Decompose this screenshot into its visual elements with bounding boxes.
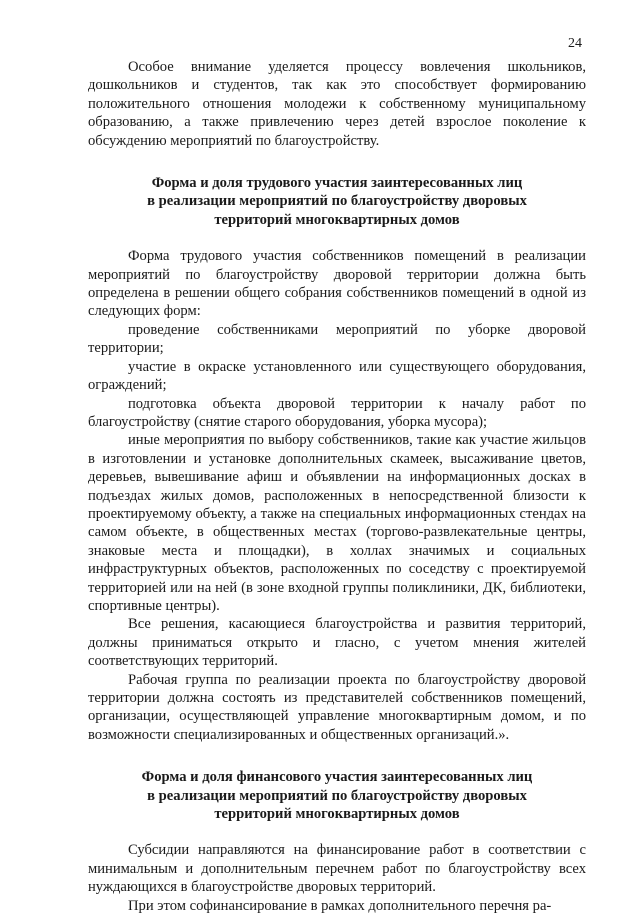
paragraph: Рабочая группа по реализации проекта по благоустройству дворовой территории должна состоять из представителей собственников помещений, организации, осуществляющей управление многоквартирным домом, и по возможности специализированных и общественных организаций.».	[88, 671, 586, 743]
heading-line: Форма и доля трудового участия заинтересованных лиц	[151, 175, 523, 192]
heading-line: территорий многоквартирных домов	[214, 806, 460, 823]
page-number: 24	[568, 36, 582, 51]
heading-line: территорий многоквартирных домов	[214, 211, 460, 228]
section-heading-labor-participation	[88, 174, 586, 229]
intro-paragraph: Особое внимание уделяется процессу вовлечения школьников, дошкольников и студентов, так как это способствует формированию положительного отношения молодежи к собственному муниципальному образованию, а также привлечению через детей взрослое поколение к обсуждению мероприятий по благоустройству.	[88, 59, 586, 149]
paragraph: Субсидии направляются на финансирование работ в соответствии с минимальным и дополнительным перечнем работ по благоустройству всех нуждающихся в благоустройстве дворовых территорий.	[88, 842, 586, 896]
paragraph: При этом софинансирование в рамках дополнительного перечня ра-	[128, 897, 552, 914]
heading-line: Форма и доля финансового участия заинтересованных лиц	[141, 769, 533, 786]
list-item: проведение собственниками мероприятий по уборке дворовой территории;	[88, 321, 586, 357]
list-item: иные мероприятия по выбору собственников, такие как участие жильцов в изготовлении и установке дополнительных скамеек, высаживание цветов, деревьев, вывешивание афиш и объявлении на информационных досках в подъездах жилых домов, расположенных в непосредственной близости к проектируемому объекту, а также на специальных информационных стендах на самом объекте, в общественных местах (торгово-развлекательные центры, знаковые места и площадки), в холлах значимых и социальных инфраструктурных объектов, расположенных по соседству с проектируемой территорией или на ней (в зоне входной группы поликлиники, ДК, библиотеки, спортивные центры).	[88, 432, 586, 614]
paragraph: Все решения, касающиеся благоустройства и развития территорий, должны приниматься открыто и гласно, с учетом мнения жителей соответствующих территорий.	[88, 616, 586, 670]
heading-line: в реализации мероприятий по благоустройству дворовых	[147, 193, 527, 210]
section-heading-financial-participation	[88, 768, 586, 823]
list-item: участие в окраске установленного или существующего оборудования, ограждений;	[88, 358, 586, 394]
list-item: подготовка объекта дворовой территории к началу работ по благоустройству (снятие старого оборудования, уборка мусора);	[88, 395, 586, 430]
page-content	[88, 58, 586, 915]
paragraph: Форма трудового участия собственников помещений в реализации мероприятий по благоустройству дворовой территории должна быть определена в решении общего собрания собственников помещений в одной из следующих форм:	[88, 248, 586, 320]
heading-line: в реализации мероприятий по благоустройству дворовых	[147, 787, 527, 804]
